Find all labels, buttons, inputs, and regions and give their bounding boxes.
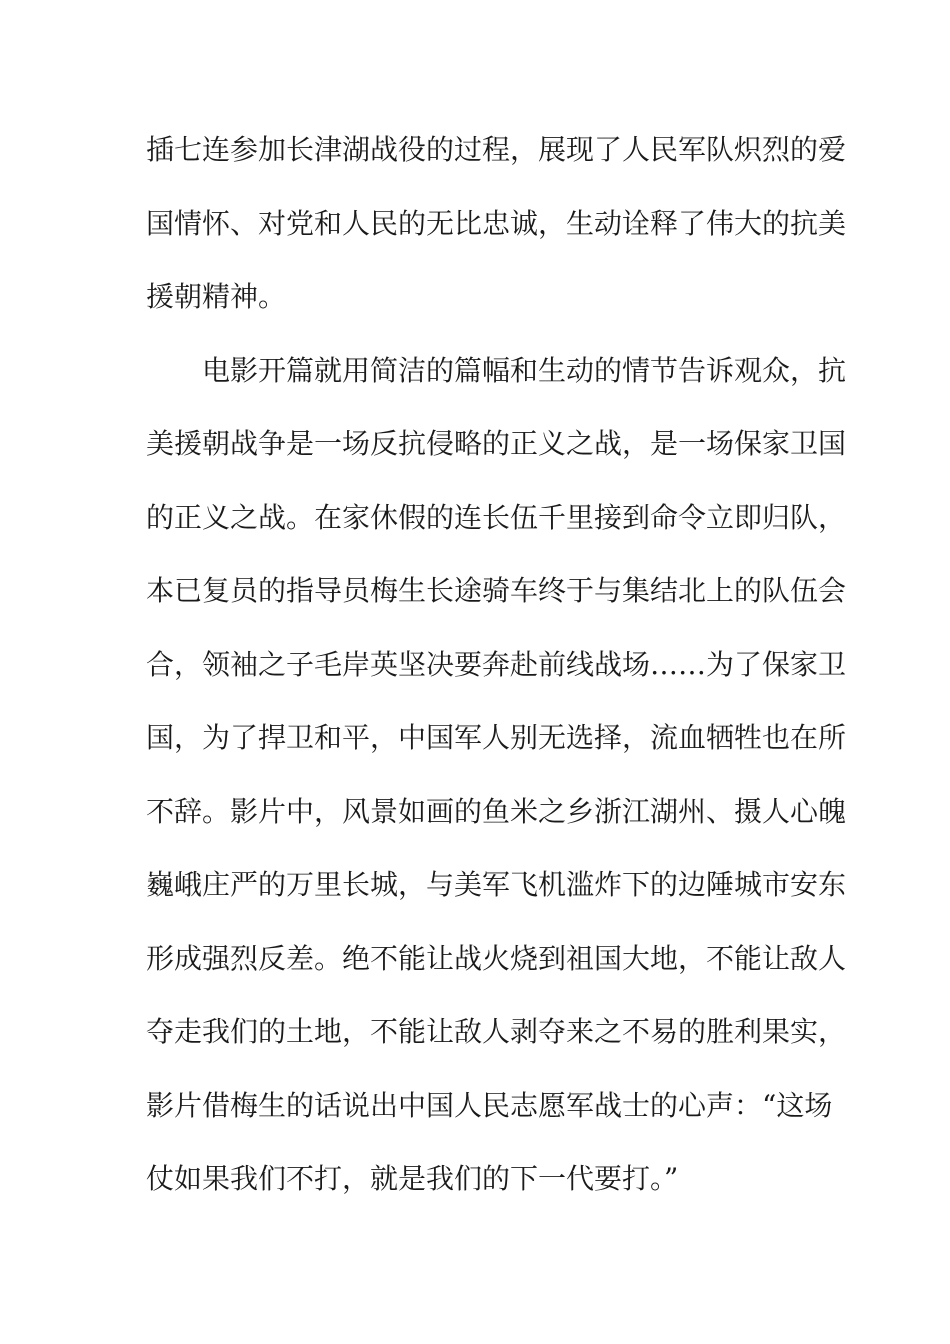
text-line: 本已复员的指导员梅生长途骑车终于与集结北上的队伍会 — [146, 574, 847, 607]
text-line: 国，为了捍卫和平，中国军人别无选择，流血牺牲也在所 — [146, 721, 847, 754]
text-line: 援朝精神。 — [146, 280, 287, 313]
text-line: 合，领袖之子毛岸英坚决要奔赴前线战场……为了保家卫 — [146, 647, 847, 681]
text-line: 国情怀、对党和人民的无比忠诚，生动诠释了伟大的抗美 — [146, 206, 847, 240]
text-line: 夺走我们的土地，不能让敌人剥夺来之不易的胜利果实， — [146, 1015, 847, 1048]
text-line: 不辞。影片中，风景如画的鱼米之乡浙江湖州、摄人心魄 — [146, 794, 847, 828]
text-line: 仗如果我们不打，就是我们的下一代要打。” — [146, 1162, 679, 1195]
text-line: 形成强烈反差。绝不能让战火烧到祖国大地，不能让敌人 — [146, 941, 847, 975]
text-line: 插七连参加长津湖战役的过程，展现了人民军队炽烈的爱 — [146, 133, 847, 166]
body-text — [146, 120, 847, 1223]
text-line: 巍峨庄严的万里长城，与美军飞机滥炸下的边陲城市安东 — [146, 868, 847, 901]
paragraph-first-line: 电影开篇就用简洁的篇幅和生动的情节告诉观众，抗 — [202, 353, 847, 387]
text-line: 美援朝战争是一场反抗侵略的正义之战，是一场保家卫国 — [146, 427, 847, 460]
text-line: 影片借梅生的话说出中国人民志愿军战士的心声：“这场 — [146, 1088, 833, 1122]
text-line: 的正义之战。在家休假的连长伍千里接到命令立即归队， — [146, 500, 847, 534]
